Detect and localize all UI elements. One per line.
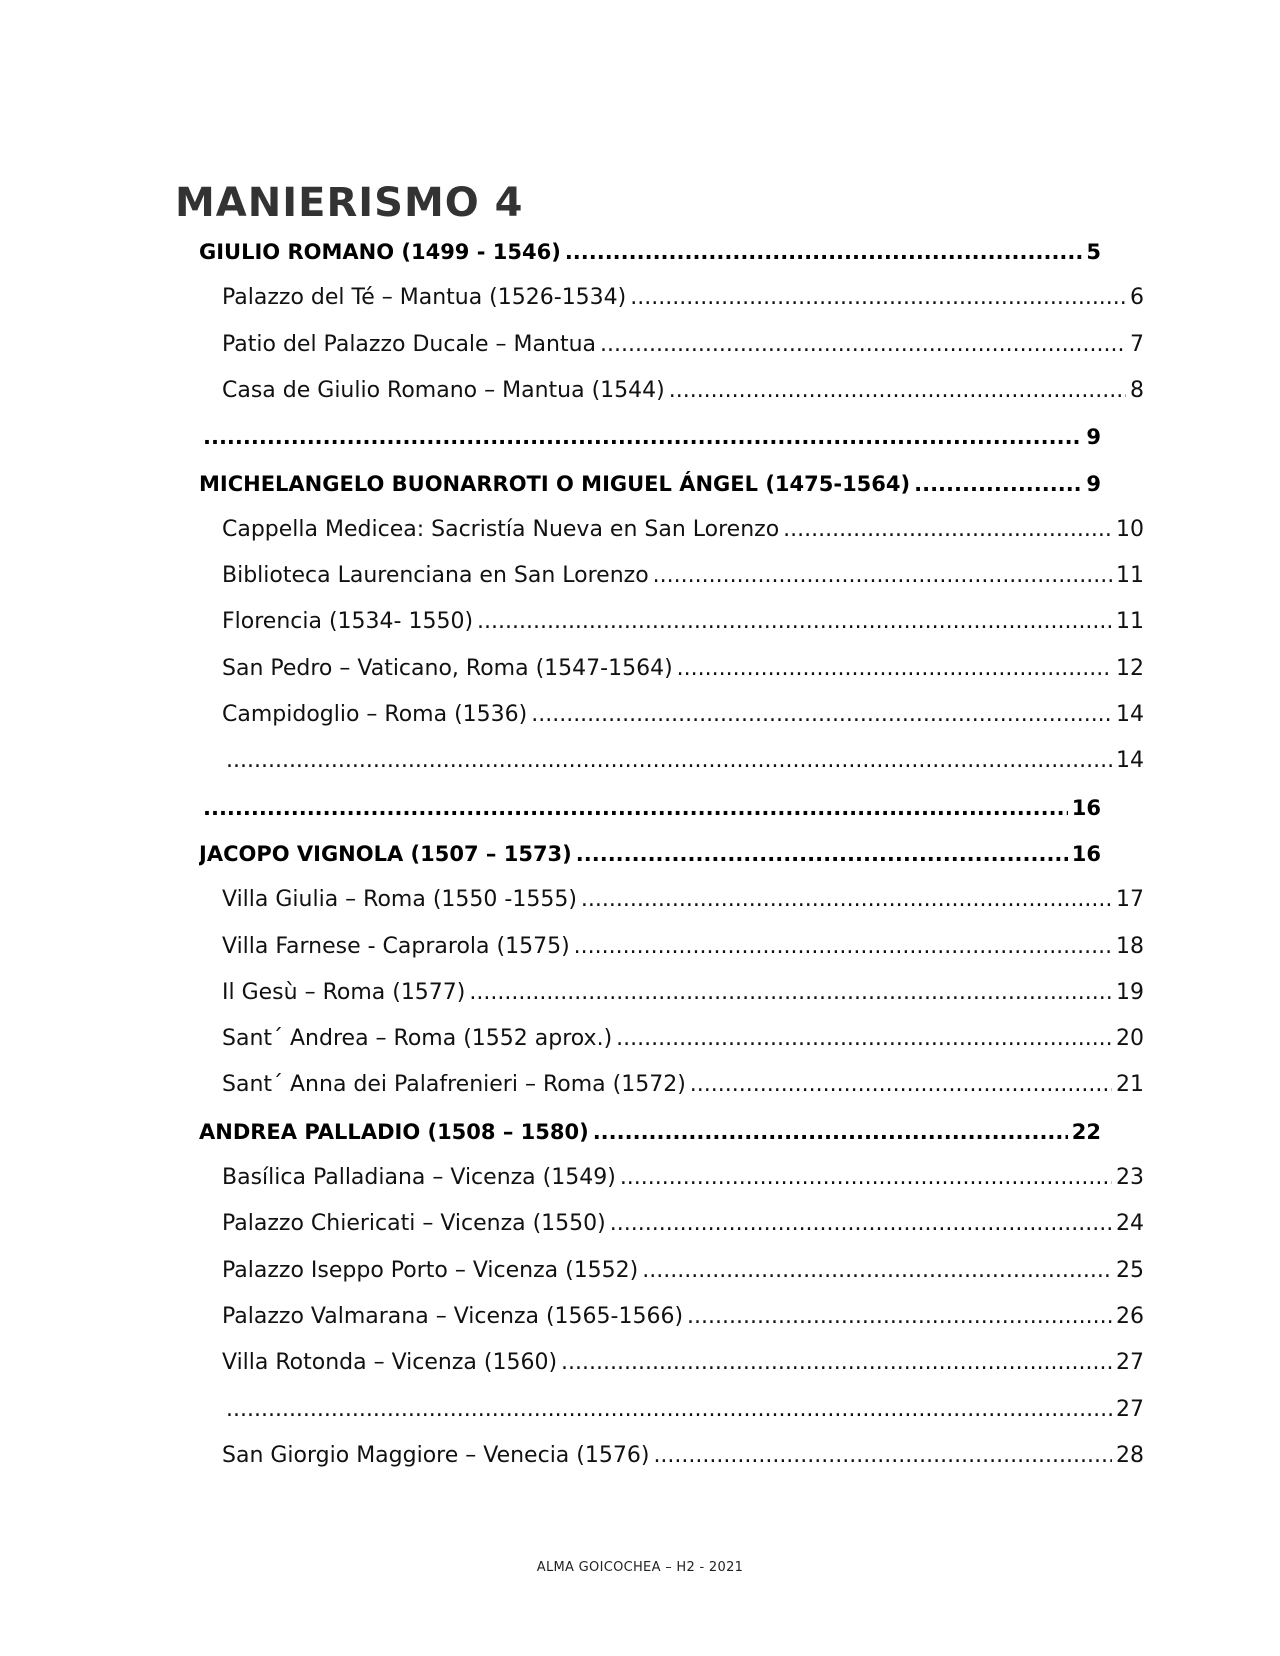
- toc-dot-leader: [642, 1255, 1112, 1287]
- toc-page-number: 27: [1116, 1397, 1144, 1422]
- toc-subsection-entry[interactable]: [222, 560, 1144, 592]
- toc-page-number: 18: [1116, 934, 1144, 959]
- toc-subsection-entry[interactable]: [222, 977, 1144, 1009]
- toc-section-entry[interactable]: [199, 421, 1101, 453]
- toc-dot-leader: [677, 653, 1112, 685]
- toc-dot-leader: [616, 1023, 1112, 1055]
- toc-dot-leader: [687, 1301, 1112, 1333]
- toc-subsection-entry[interactable]: [222, 1394, 1144, 1426]
- toc-subsection-entry[interactable]: [222, 884, 1144, 916]
- toc-dot-leader: [565, 236, 1083, 268]
- toc-page-number: 16: [1071, 796, 1101, 820]
- toc-page-number: 20: [1116, 1026, 1144, 1051]
- toc-entry-title: Sant´ Anna dei Palafrenieri – Roma (1572): [222, 1072, 686, 1097]
- toc-entry-title: Palazzo Valmarana – Vicenza (1565-1566): [222, 1304, 684, 1329]
- toc-section-entry[interactable]: [199, 1116, 1101, 1148]
- toc-subsection-entry[interactable]: [222, 699, 1144, 731]
- toc-entry-title: Cappella Medicea: Sacristía Nueva en San Lorenzo: [222, 517, 780, 542]
- toc-subsection-entry[interactable]: [222, 1023, 1144, 1055]
- toc-subsection-entry[interactable]: [222, 606, 1144, 638]
- toc-entry-title: Basílica Palladiana – Vicenza (1549): [222, 1165, 616, 1190]
- toc-page-number: 12: [1116, 656, 1144, 681]
- toc-page-number: 11: [1116, 563, 1144, 588]
- toc-entry-title: Villa Farnese - Caprarola (1575): [222, 934, 570, 959]
- toc-dot-leader: [783, 514, 1112, 546]
- toc-page-number: 28: [1116, 1443, 1144, 1468]
- toc-page-number: 27: [1116, 1350, 1144, 1375]
- toc-dot-leader: [593, 1116, 1068, 1148]
- toc-entry-title: San Giorgio Maggiore – Venecia (1576): [222, 1443, 650, 1468]
- toc-dot-leader: [477, 606, 1112, 638]
- toc-subsection-entry[interactable]: [222, 653, 1144, 685]
- toc-dot-leader: [576, 838, 1068, 870]
- toc-page-number: 23: [1116, 1165, 1144, 1190]
- toc-subsection-entry[interactable]: [222, 1069, 1144, 1101]
- toc-dot-leader: [610, 1208, 1112, 1240]
- toc-entry-title: San Pedro – Vaticano, Roma (1547-1564): [222, 656, 673, 681]
- toc-page-number: 5: [1086, 240, 1101, 264]
- toc-section-entry[interactable]: [199, 838, 1101, 870]
- toc-subsection-entry[interactable]: [222, 1255, 1144, 1287]
- toc-page-number: 10: [1116, 517, 1144, 542]
- toc-entry-title: Patio del Palazzo Ducale – Mantua: [222, 332, 597, 357]
- toc-page-number: 24: [1116, 1211, 1144, 1236]
- toc-entry-title: JACOPO VIGNOLA (1507 – 1573): [199, 842, 572, 866]
- toc-subsection-entry[interactable]: [222, 1162, 1144, 1194]
- toc-subsection-entry[interactable]: [222, 1301, 1144, 1333]
- toc-page-number: 25: [1116, 1258, 1144, 1283]
- toc-dot-leader: [620, 1162, 1112, 1194]
- toc-dot-leader: [203, 792, 1068, 824]
- toc-dot-leader: [653, 560, 1112, 592]
- toc-subsection-entry[interactable]: [222, 514, 1144, 546]
- toc-entry-title: Palazzo Iseppo Porto – Vicenza (1552): [222, 1258, 639, 1283]
- toc-subsection-entry[interactable]: [222, 1440, 1144, 1472]
- toc-section-entry[interactable]: [199, 236, 1101, 268]
- toc-entry-title: Sant´ Andrea – Roma (1552 aprox.): [222, 1026, 613, 1051]
- toc-dot-leader: [690, 1069, 1112, 1101]
- toc-page-number: 6: [1130, 285, 1144, 310]
- toc-page-number: 16: [1071, 842, 1101, 866]
- toc-subsection-entry[interactable]: [222, 375, 1144, 407]
- toc-entry-title: Villa Giulia – Roma (1550 -1555): [222, 887, 577, 912]
- toc-entry-title: Campidoglio – Roma (1536): [222, 702, 528, 727]
- toc-entry-title: Il Gesù – Roma (1577): [222, 980, 466, 1005]
- toc-entry-title: MICHELANGELO BUONARROTI O MIGUEL ÁNGEL (1475-1564): [199, 472, 911, 496]
- toc-entry-title: Biblioteca Laurenciana en San Lorenzo: [222, 563, 649, 588]
- toc-subsection-entry[interactable]: [222, 745, 1144, 777]
- toc-dot-leader: [600, 329, 1126, 361]
- toc-dot-leader: [469, 977, 1112, 1009]
- toc-page-number: 19: [1116, 980, 1144, 1005]
- toc-subsection-entry[interactable]: [222, 1347, 1144, 1379]
- toc-entry-title: Villa Rotonda – Vicenza (1560): [222, 1350, 558, 1375]
- toc-dot-leader: [914, 468, 1082, 500]
- toc-dot-leader: [531, 699, 1112, 731]
- toc-dot-leader: [226, 1394, 1112, 1426]
- toc-page-number: 26: [1116, 1304, 1144, 1329]
- toc-page-number: 21: [1116, 1072, 1144, 1097]
- toc-dot-leader: [630, 282, 1126, 314]
- toc-page-number: 9: [1086, 425, 1101, 449]
- toc-page-number: 9: [1086, 472, 1101, 496]
- toc-dot-leader: [581, 884, 1112, 916]
- toc-page-number: 8: [1130, 378, 1144, 403]
- toc-dot-leader: [226, 745, 1112, 777]
- toc-section-entry[interactable]: [199, 792, 1101, 824]
- toc-subsection-entry[interactable]: [222, 329, 1144, 361]
- toc-subsection-entry[interactable]: [222, 1208, 1144, 1240]
- toc-page-number: 7: [1130, 332, 1144, 357]
- page-footer: ALMA GOICOCHEA – H2 - 2021: [536, 1560, 744, 1575]
- toc-entry-title: ANDREA PALLADIO (1508 – 1580): [199, 1120, 589, 1144]
- toc-dot-leader: [203, 421, 1082, 453]
- toc-page-number: 14: [1116, 702, 1144, 727]
- toc-dot-leader: [574, 931, 1112, 963]
- toc-subsection-entry[interactable]: [222, 282, 1144, 314]
- toc-page-number: 22: [1071, 1120, 1101, 1144]
- toc-page-number: 11: [1116, 609, 1144, 634]
- toc-entry-title: GIULIO ROMANO (1499 - 1546): [199, 240, 561, 264]
- toc-subsection-entry[interactable]: [222, 931, 1144, 963]
- toc-page-number: 14: [1116, 748, 1144, 773]
- toc-page-number: 17: [1116, 887, 1144, 912]
- toc-entry-title: Florencia (1534- 1550): [222, 609, 474, 634]
- toc-dot-leader: [653, 1440, 1112, 1472]
- toc-section-entry[interactable]: [199, 468, 1101, 500]
- toc-entry-title: Casa de Giulio Romano – Mantua (1544): [222, 378, 665, 403]
- toc-dot-leader: [669, 375, 1126, 407]
- toc-entry-title: Palazzo del Té – Mantua (1526-1534): [222, 285, 627, 310]
- toc-entry-title: Palazzo Chiericati – Vicenza (1550): [222, 1211, 606, 1236]
- page-title: MANIERISMO 4: [175, 180, 524, 226]
- toc-dot-leader: [561, 1347, 1112, 1379]
